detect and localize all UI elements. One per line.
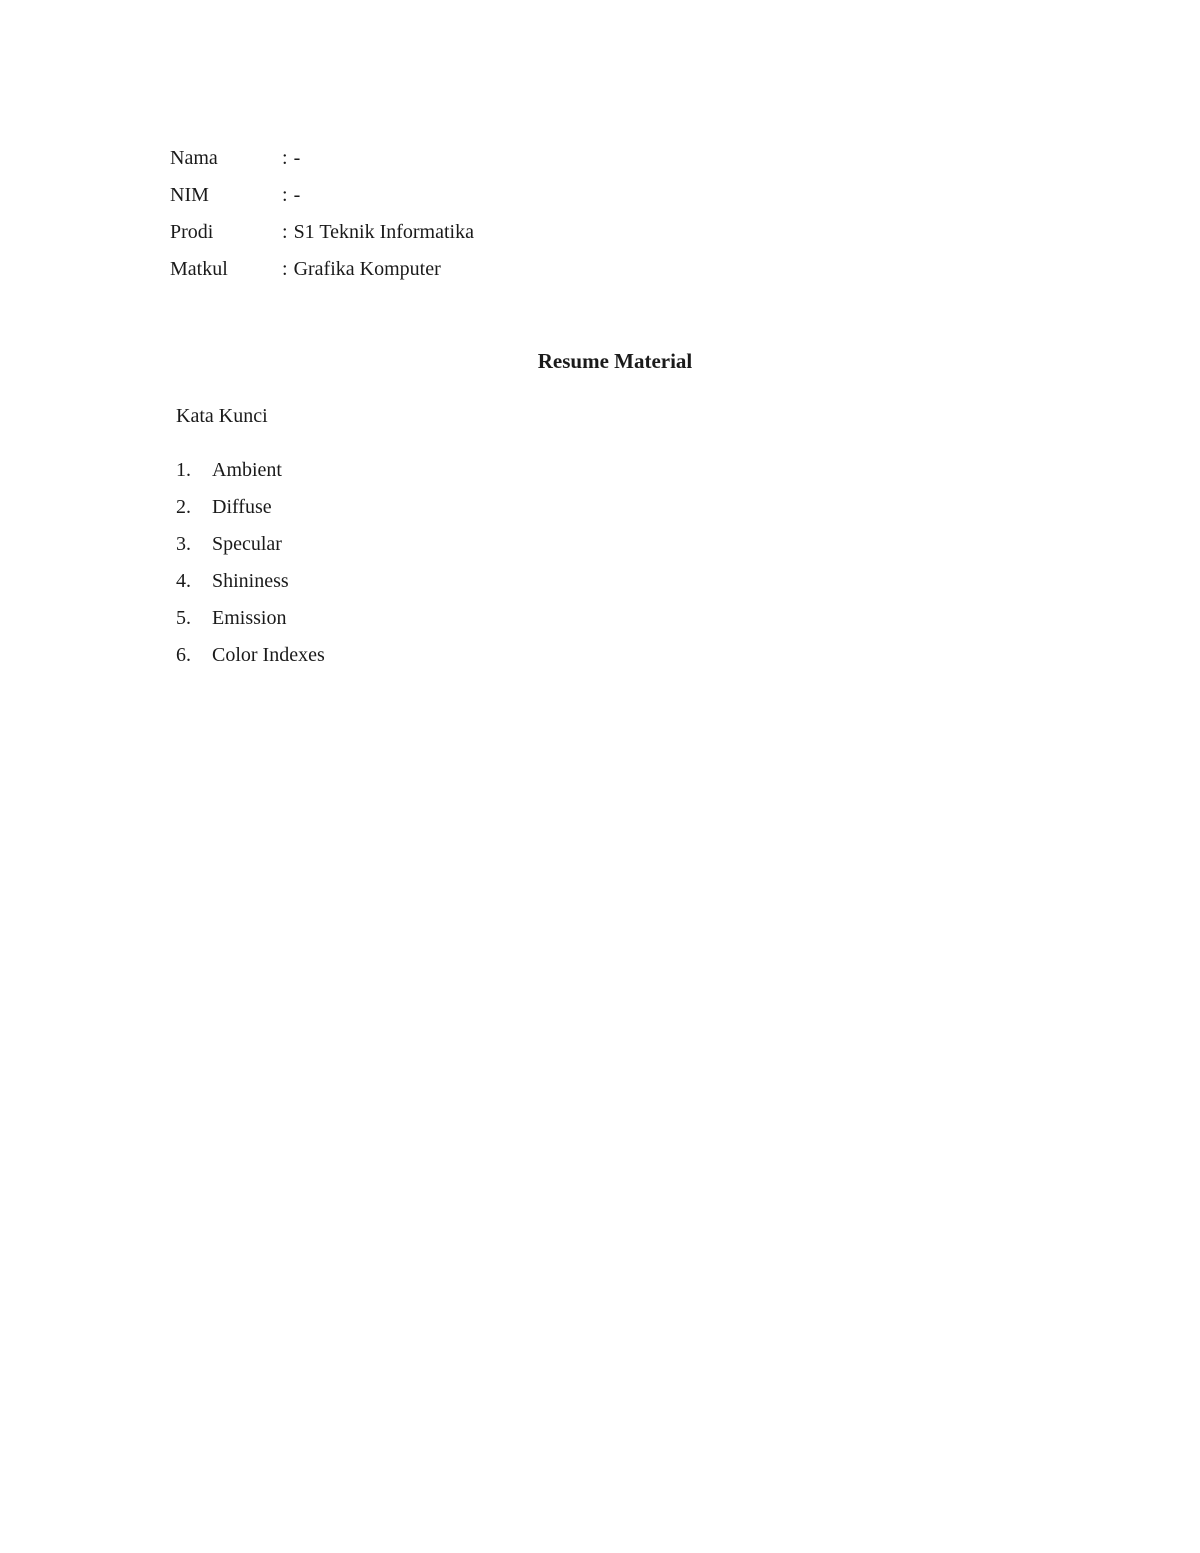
keyword-list	[176, 455, 325, 677]
list-text: Diffuse	[212, 496, 272, 518]
document-heading: Resume Material	[537, 349, 693, 373]
info-value: -	[293, 147, 301, 169]
info-row-nama	[170, 140, 474, 177]
info-row-prodi	[170, 214, 474, 251]
info-value: Grafika Komputer	[293, 258, 441, 280]
list-item	[176, 640, 325, 677]
list-number: 3.	[176, 533, 191, 555]
list-number: 2.	[176, 496, 191, 518]
list-item	[176, 455, 325, 492]
list-text: Ambient	[212, 459, 282, 481]
list-number: 6.	[176, 644, 191, 666]
list-text: Color Indexes	[212, 644, 325, 666]
info-row-nim	[170, 177, 474, 214]
list-number: 5.	[176, 607, 191, 629]
info-separator: :	[282, 221, 288, 243]
list-item	[176, 529, 325, 566]
list-text: Emission	[212, 607, 287, 629]
info-separator: :	[282, 184, 288, 206]
list-text: Specular	[212, 533, 282, 555]
info-label: NIM	[170, 184, 209, 206]
info-label: Matkul	[170, 258, 228, 280]
info-value: -	[293, 184, 301, 206]
list-text: Shininess	[212, 570, 289, 592]
info-separator: :	[282, 258, 288, 280]
list-item	[176, 603, 325, 640]
list-number: 1.	[176, 459, 191, 481]
list-item	[176, 492, 325, 529]
info-label: Nama	[170, 147, 218, 169]
student-info-table	[170, 140, 474, 288]
info-row-matkul	[170, 251, 474, 288]
section-subheading: Kata Kunci	[176, 405, 268, 427]
list-number: 4.	[176, 570, 191, 592]
info-value: S1 Teknik Informatika	[293, 221, 474, 243]
list-item	[176, 566, 325, 603]
info-separator: :	[282, 147, 288, 169]
info-label: Prodi	[170, 221, 214, 243]
